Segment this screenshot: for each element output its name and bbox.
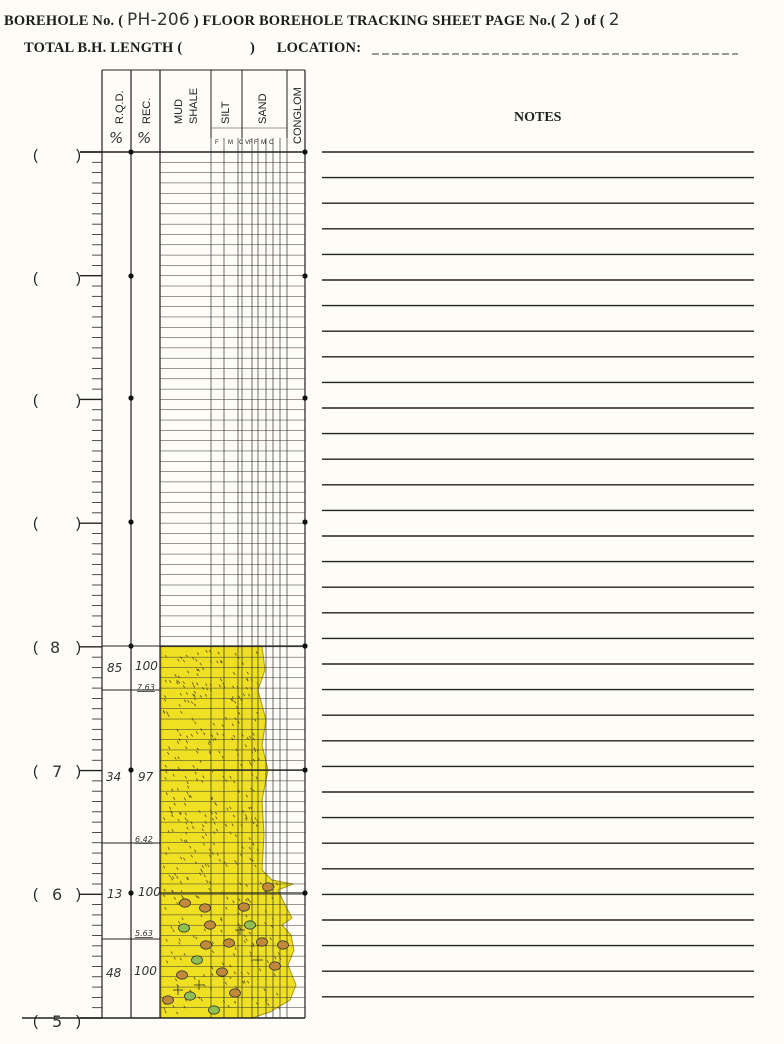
depth-marker-close: )	[76, 392, 81, 409]
depth-marker-open: (	[33, 392, 38, 409]
depth-marker-close: )	[76, 147, 81, 164]
rqd-value: 48	[106, 966, 122, 980]
pebble	[209, 1006, 220, 1014]
mud-column-label: MUD	[173, 98, 185, 124]
grain-sublabel: VF	[245, 140, 253, 146]
page-of-label: ) of (	[574, 13, 605, 29]
rqd-value: 13	[107, 887, 123, 901]
rqd-unit: %	[109, 129, 124, 147]
depth-marker-close: )	[76, 886, 81, 903]
marker-dot	[302, 643, 307, 648]
depth-marker-value: 6	[52, 885, 63, 904]
run-bottom-depth: 6.42	[135, 835, 153, 844]
rec-value: 100	[134, 964, 157, 978]
pebble	[200, 904, 211, 912]
notes-title: NOTES	[514, 110, 562, 125]
rec-value: 100	[138, 885, 161, 899]
pebble	[177, 971, 188, 979]
marker-dot	[302, 273, 307, 278]
marker-dot	[302, 519, 307, 524]
marker-dot	[128, 395, 133, 400]
depth-marker-close: )	[76, 1013, 81, 1030]
grain-sublabel: C	[269, 140, 274, 146]
pebble	[185, 992, 196, 1000]
pebble	[205, 921, 216, 929]
marker-dot	[128, 890, 133, 895]
pebble	[201, 941, 212, 949]
depth-marker-value: 7	[52, 762, 63, 781]
depth-marker-open: (	[33, 515, 38, 532]
rqd-column-label: R.Q.D.	[114, 90, 126, 124]
rec-unit: %	[137, 129, 152, 147]
depth-markers	[33, 147, 81, 1031]
pebble	[163, 996, 174, 1004]
total-length-close: )	[250, 40, 256, 56]
pebble	[180, 899, 191, 907]
rqd-value: 34	[106, 770, 122, 784]
borehole-number: PH-206	[127, 10, 190, 30]
pebble	[245, 921, 256, 929]
depth-marker-close: )	[76, 763, 81, 780]
grain-sublabel: F	[215, 140, 219, 146]
depth-marker-open: (	[33, 763, 38, 780]
total-length-label: TOTAL B.H. LENGTH (	[24, 40, 183, 56]
marker-dot	[128, 273, 133, 278]
page-total: 2	[608, 10, 620, 30]
marker-dot	[302, 890, 307, 895]
pebble	[239, 903, 250, 911]
page-number: 2	[559, 10, 571, 30]
location-label: LOCATION:	[276, 40, 362, 56]
notes-lines	[322, 152, 754, 997]
pebble	[217, 968, 228, 976]
rqd-value: 85	[107, 661, 123, 675]
marker-dot	[128, 149, 133, 154]
rec-value: 97	[138, 770, 154, 784]
marker-dot	[128, 767, 133, 772]
marker-dot	[302, 395, 307, 400]
pebble	[179, 924, 190, 932]
silt-column-label: SILT	[220, 101, 232, 124]
rec-value: 100	[135, 659, 158, 673]
grain-sublabel: M	[228, 140, 233, 146]
pebble	[278, 941, 289, 949]
run-bottom-depth: 7.63	[137, 683, 155, 692]
borehole-label: BOREHOLE No. (	[4, 13, 124, 29]
depth-marker-close: )	[76, 639, 81, 656]
marker-dot	[128, 519, 133, 524]
pebble	[230, 989, 241, 997]
sheet-title: ) FLOOR BOREHOLE TRACKING SHEET PAGE No.(	[193, 13, 556, 29]
depth-marker-open: (	[33, 1013, 38, 1030]
marker-dot	[302, 767, 307, 772]
grain-sublabel: C	[239, 140, 244, 146]
grain-sublabel: F	[254, 140, 258, 146]
depth-marker-open: (	[33, 147, 38, 164]
core-runs	[106, 659, 161, 980]
pebble	[224, 939, 235, 947]
pebble	[257, 938, 268, 946]
pebble	[263, 883, 274, 891]
sand-column-label: SAND	[257, 93, 269, 124]
depth-marker-open: (	[33, 639, 38, 656]
depth-marker-value: 5	[52, 1012, 63, 1031]
depth-marker-open: (	[33, 886, 38, 903]
pebble	[270, 962, 281, 970]
depth-marker-close: )	[76, 270, 81, 287]
depth-marker-open: (	[33, 270, 38, 287]
pebble	[192, 956, 203, 964]
shale-column-label: SHALE	[188, 87, 200, 124]
conglom-column-label: CONGLOM	[292, 87, 304, 144]
depth-marker-value: 8	[50, 638, 61, 657]
rec-column-label: REC.	[141, 97, 153, 124]
grain-sublabel: M	[261, 140, 266, 146]
depth-marker-close: )	[76, 515, 81, 532]
run-bottom-depth: 5.63	[135, 929, 153, 938]
marker-dot	[302, 149, 307, 154]
